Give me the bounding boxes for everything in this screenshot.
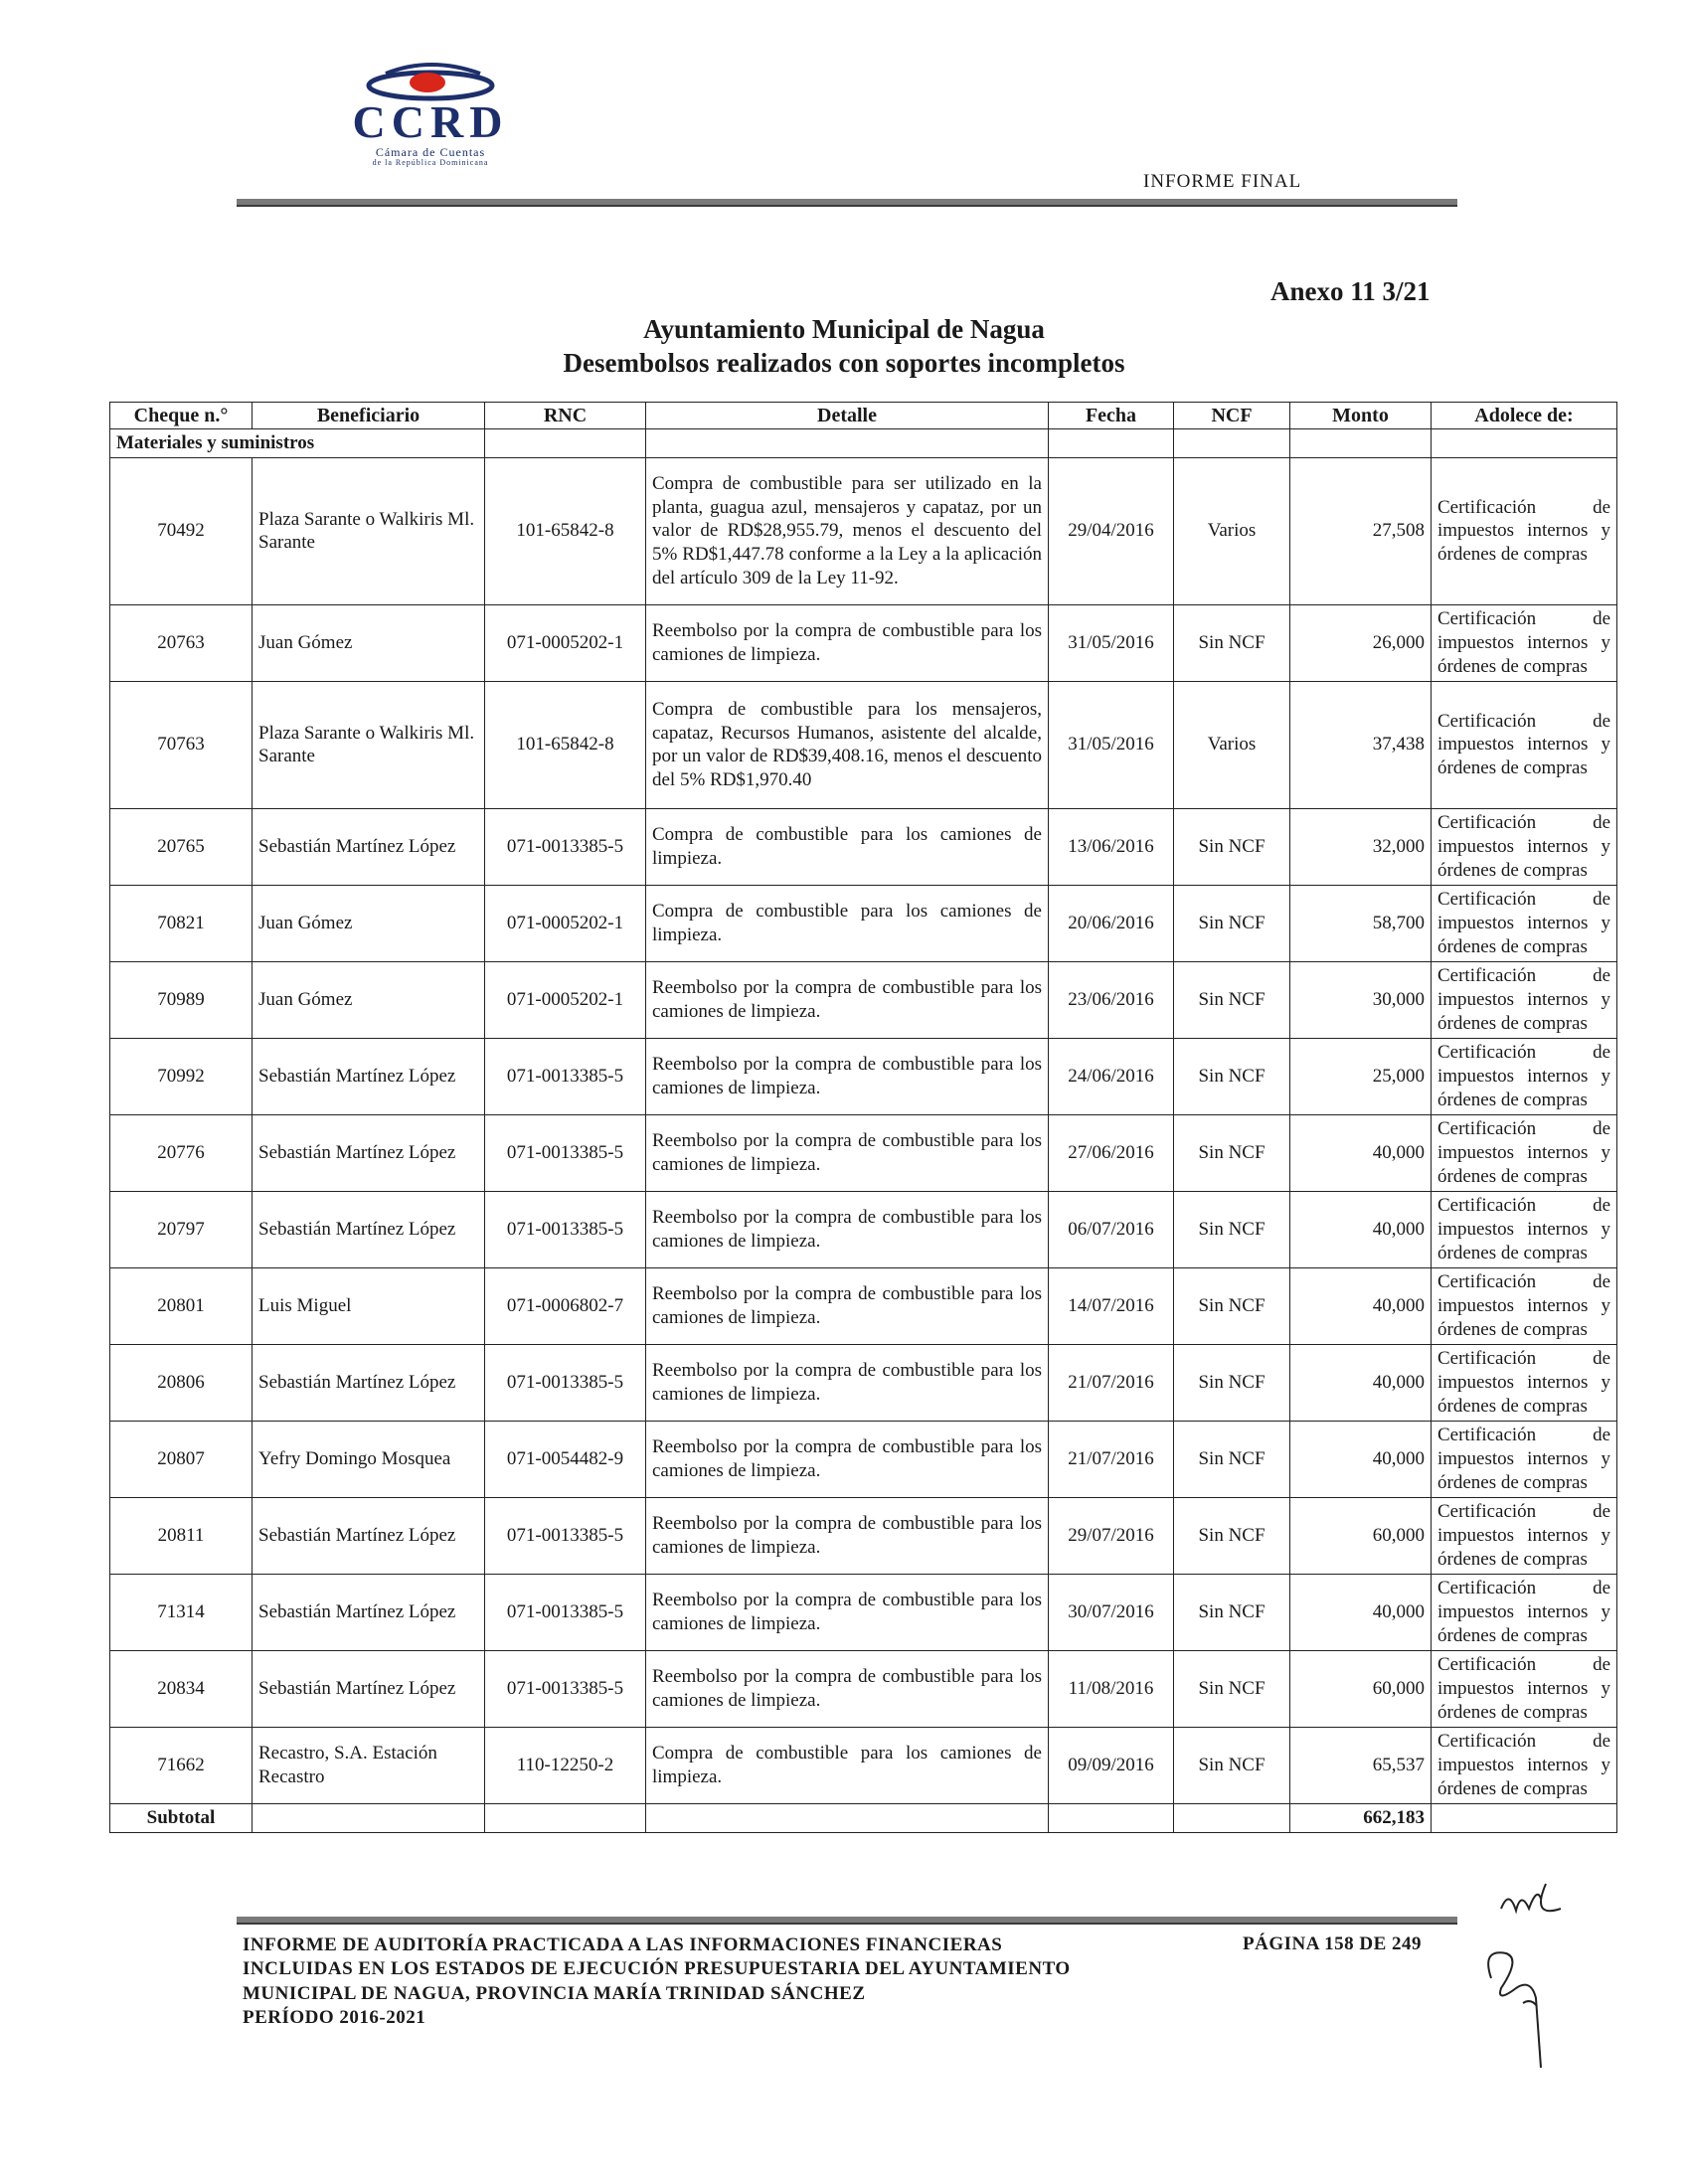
detail-cell: Reembolso por la compra de combustible para los camiones de limpieza. <box>646 1497 1049 1574</box>
annex-label: Anexo 11 3/21 <box>1270 276 1431 306</box>
date-cell: 11/08/2016 <box>1049 1650 1174 1727</box>
detail-cell: Reembolso por la compra de combustible para los camiones de limpieza. <box>646 1038 1049 1114</box>
column-header: NCF <box>1174 403 1290 429</box>
rnc-cell: 071-0013385-5 <box>485 1344 646 1421</box>
footer-text <box>243 1933 1071 2030</box>
rnc-cell: 071-0005202-1 <box>485 885 646 961</box>
table-row <box>110 1267 1617 1344</box>
beneficiary-cell: Juan Gómez <box>253 961 485 1038</box>
table-row <box>110 604 1617 681</box>
footer-line: PERÍODO 2016-2021 <box>243 2006 426 2028</box>
disbursements-table <box>109 402 1617 1833</box>
detail-cell: Reembolso por la compra de combustible para los camiones de limpieza. <box>646 1267 1049 1344</box>
beneficiary-cell: Sebastián Martínez López <box>253 1574 485 1650</box>
date-cell: 21/07/2016 <box>1049 1344 1174 1421</box>
amount-cell: 37,438 <box>1290 681 1432 808</box>
column-header: Beneficiario <box>253 403 485 429</box>
ncf-cell: Sin NCF <box>1174 1727 1290 1803</box>
amount-cell: 60,000 <box>1290 1497 1432 1574</box>
date-cell: 29/07/2016 <box>1049 1497 1174 1574</box>
lacks-cell: Certificación de impuestos internos y órdenes de compras <box>1432 1497 1617 1574</box>
lacks-cell: Certificación de impuestos internos y órdenes de compras <box>1432 1267 1617 1344</box>
column-header: RNC <box>485 403 646 429</box>
beneficiary-cell: Sebastián Martínez López <box>253 808 485 885</box>
empty-cell <box>253 1803 485 1832</box>
detail-cell: Reembolso por la compra de combustible para los camiones de limpieza. <box>646 1114 1049 1191</box>
amount-cell: 27,508 <box>1290 457 1432 604</box>
cheque-cell: 20776 <box>110 1114 253 1191</box>
rnc-cell: 071-0013385-5 <box>485 1191 646 1267</box>
detail-cell: Reembolso por la compra de combustible para los camiones de limpieza. <box>646 1421 1049 1497</box>
amount-cell: 32,000 <box>1290 808 1432 885</box>
empty-cell <box>646 1803 1049 1832</box>
ncf-cell: Sin NCF <box>1174 1650 1290 1727</box>
rnc-cell: 071-0005202-1 <box>485 604 646 681</box>
rnc-cell: 110-12250-2 <box>485 1727 646 1803</box>
detail-cell: Reembolso por la compra de combustible para los camiones de limpieza. <box>646 1574 1049 1650</box>
table-row <box>110 1727 1617 1803</box>
ncf-cell: Sin NCF <box>1174 1191 1290 1267</box>
date-cell: 14/07/2016 <box>1049 1267 1174 1344</box>
ncf-cell: Sin NCF <box>1174 961 1290 1038</box>
beneficiary-cell: Yefry Domingo Mosquea <box>253 1421 485 1497</box>
table-row <box>110 1038 1617 1114</box>
amount-cell: 40,000 <box>1290 1421 1432 1497</box>
cheque-cell: 20763 <box>110 604 253 681</box>
cheque-cell: 71662 <box>110 1727 253 1803</box>
rnc-cell: 071-0013385-5 <box>485 1114 646 1191</box>
beneficiary-cell: Sebastián Martínez López <box>253 1344 485 1421</box>
subtotal-value: 662,183 <box>1290 1803 1432 1832</box>
detail-cell: Compra de combustible para ser utilizado en la planta, guagua azul, mensajeros y capataz, por un valor de RD$28,955.79, menos el descuento del 5% RD$1,447.78 conforme a la Ley a la aplicación del artículo 309 de la Ley 11-92. <box>646 457 1049 604</box>
date-cell: 23/06/2016 <box>1049 961 1174 1038</box>
ncf-cell: Varios <box>1174 457 1290 604</box>
cheque-cell: 70992 <box>110 1038 253 1114</box>
detail-cell: Reembolso por la compra de combustible para los camiones de limpieza. <box>646 1344 1049 1421</box>
column-header: Fecha <box>1049 403 1174 429</box>
table-row <box>110 1191 1617 1267</box>
ncf-cell: Varios <box>1174 681 1290 808</box>
table-row <box>110 1344 1617 1421</box>
detail-cell: Reembolso por la compra de combustible para los camiones de limpieza. <box>646 961 1049 1038</box>
ccrd-logo <box>316 58 545 167</box>
cheque-cell: 20811 <box>110 1497 253 1574</box>
cheque-cell: 20765 <box>110 808 253 885</box>
date-cell: 31/05/2016 <box>1049 681 1174 808</box>
date-cell: 24/06/2016 <box>1049 1038 1174 1114</box>
page-subtitle: Desembolsos realizados con soportes incompletos <box>563 348 1125 378</box>
table-header-row <box>110 403 1617 429</box>
lacks-cell: Certificación de impuestos internos y órdenes de compras <box>1432 457 1617 604</box>
detail-cell: Reembolso por la compra de combustible para los camiones de limpieza. <box>646 1650 1049 1727</box>
empty-cell <box>485 1803 646 1832</box>
lacks-cell: Certificación de impuestos internos y órdenes de compras <box>1432 808 1617 885</box>
amount-cell: 25,000 <box>1290 1038 1432 1114</box>
ncf-cell: Sin NCF <box>1174 1267 1290 1344</box>
ncf-cell: Sin NCF <box>1174 1574 1290 1650</box>
ncf-cell: Sin NCF <box>1174 1497 1290 1574</box>
logo-acronym: CCRD <box>352 96 509 147</box>
cheque-cell: 20797 <box>110 1191 253 1267</box>
rnc-cell: 071-0054482-9 <box>485 1421 646 1497</box>
rnc-cell: 071-0013385-5 <box>485 1650 646 1727</box>
rnc-cell: 101-65842-8 <box>485 457 646 604</box>
beneficiary-cell: Juan Gómez <box>253 604 485 681</box>
date-cell: 30/07/2016 <box>1049 1574 1174 1650</box>
lacks-cell: Certificación de impuestos internos y órdenes de compras <box>1432 604 1617 681</box>
detail-cell: Compra de combustible para los camiones de limpieza. <box>646 808 1049 885</box>
report-label: INFORME FINAL <box>1143 171 1302 192</box>
date-cell: 21/07/2016 <box>1049 1421 1174 1497</box>
amount-cell: 40,000 <box>1290 1344 1432 1421</box>
cheque-cell: 70989 <box>110 961 253 1038</box>
table-row <box>110 681 1617 808</box>
column-header: Adolece de: <box>1432 403 1617 429</box>
table-row <box>110 1574 1617 1650</box>
ncf-cell: Sin NCF <box>1174 1038 1290 1114</box>
section-row <box>110 429 1617 458</box>
column-header: Detalle <box>646 403 1049 429</box>
amount-cell: 65,537 <box>1290 1727 1432 1803</box>
amount-cell: 60,000 <box>1290 1650 1432 1727</box>
detail-cell: Reembolso por la compra de combustible para los camiones de limpieza. <box>646 1191 1049 1267</box>
ncf-cell: Sin NCF <box>1174 1421 1290 1497</box>
cheque-cell: 20806 <box>110 1344 253 1421</box>
cheque-cell: 71314 <box>110 1574 253 1650</box>
date-cell: 09/09/2016 <box>1049 1727 1174 1803</box>
date-cell: 13/06/2016 <box>1049 808 1174 885</box>
section-label: Materiales y suministros <box>110 429 485 458</box>
logo-line1: Cámara de Cuentas <box>375 145 486 159</box>
date-cell: 20/06/2016 <box>1049 885 1174 961</box>
subtotal-row <box>110 1803 1617 1832</box>
column-header: Monto <box>1290 403 1432 429</box>
table-row <box>110 1650 1617 1727</box>
amount-cell: 40,000 <box>1290 1574 1432 1650</box>
rnc-cell: 071-0013385-5 <box>485 808 646 885</box>
beneficiary-cell: Juan Gómez <box>253 885 485 961</box>
date-cell: 06/07/2016 <box>1049 1191 1174 1267</box>
rnc-cell: 071-0006802-7 <box>485 1267 646 1344</box>
footer-line: INFORME DE AUDITORÍA PRACTICADA A LAS INFORMACIONES FINANCIERAS <box>243 1934 1003 1955</box>
beneficiary-cell: Recastro, S.A. Estación Recastro <box>253 1727 485 1803</box>
rnc-cell: 071-0013385-5 <box>485 1574 646 1650</box>
cheque-cell: 20834 <box>110 1650 253 1727</box>
beneficiary-cell: Sebastián Martínez López <box>253 1038 485 1114</box>
lacks-cell: Certificación de impuestos internos y órdenes de compras <box>1432 1421 1617 1497</box>
amount-cell: 40,000 <box>1290 1267 1432 1344</box>
cheque-cell: 20807 <box>110 1421 253 1497</box>
lacks-cell: Certificación de impuestos internos y órdenes de compras <box>1432 1574 1617 1650</box>
detail-cell: Compra de combustible para los camiones de limpieza. <box>646 885 1049 961</box>
beneficiary-cell: Plaza Sarante o Walkiris Ml. Sarante <box>253 457 485 604</box>
cheque-cell: 20801 <box>110 1267 253 1344</box>
table-row <box>110 1497 1617 1574</box>
lacks-cell: Certificación de impuestos internos y órdenes de compras <box>1432 681 1617 808</box>
column-header: Cheque n.° <box>110 403 253 429</box>
page-title: Ayuntamiento Municipal de Nagua <box>643 314 1045 344</box>
ncf-cell: Sin NCF <box>1174 808 1290 885</box>
ncf-cell: Sin NCF <box>1174 1114 1290 1191</box>
signature-icon <box>1461 1879 1610 2078</box>
header-divider <box>237 199 1457 207</box>
empty-cell <box>1049 1803 1174 1832</box>
detail-cell: Compra de combustible para los mensajeros, capataz, Recursos Humanos, asistente del alcalde, por un valor de RD$39,408.16, menos el descuento del 5% RD$1,970.40 <box>646 681 1049 808</box>
subtotal-label: Subtotal <box>110 1803 253 1832</box>
beneficiary-cell: Sebastián Martínez López <box>253 1191 485 1267</box>
cheque-cell: 70763 <box>110 681 253 808</box>
amount-cell: 40,000 <box>1290 1191 1432 1267</box>
amount-cell: 30,000 <box>1290 961 1432 1038</box>
beneficiary-cell: Sebastián Martínez López <box>253 1497 485 1574</box>
table-row <box>110 961 1617 1038</box>
lacks-cell: Certificación de impuestos internos y órdenes de compras <box>1432 1727 1617 1803</box>
lacks-cell: Certificación de impuestos internos y órdenes de compras <box>1432 1650 1617 1727</box>
ncf-cell: Sin NCF <box>1174 885 1290 961</box>
empty-cell <box>1432 1803 1617 1832</box>
table-row <box>110 808 1617 885</box>
beneficiary-cell: Plaza Sarante o Walkiris Ml. Sarante <box>253 681 485 808</box>
footer-line: INCLUIDAS EN LOS ESTADOS DE EJECUCIÓN PRESUPUESTARIA DEL AYUNTAMIENTO <box>243 1958 1071 1980</box>
lacks-cell: Certificación de impuestos internos y órdenes de compras <box>1432 961 1617 1038</box>
rnc-cell: 071-0005202-1 <box>485 961 646 1038</box>
footer-divider <box>237 1917 1457 1925</box>
ncf-cell: Sin NCF <box>1174 604 1290 681</box>
cheque-cell: 70821 <box>110 885 253 961</box>
logo-line2: de la República Dominicana <box>372 158 489 167</box>
table-row <box>110 1421 1617 1497</box>
date-cell: 27/06/2016 <box>1049 1114 1174 1191</box>
lacks-cell: Certificación de impuestos internos y órdenes de compras <box>1432 1038 1617 1114</box>
date-cell: 29/04/2016 <box>1049 457 1174 604</box>
amount-cell: 40,000 <box>1290 1114 1432 1191</box>
lacks-cell: Certificación de impuestos internos y órdenes de compras <box>1432 1344 1617 1421</box>
beneficiary-cell: Sebastián Martínez López <box>253 1114 485 1191</box>
footer-line: MUNICIPAL DE NAGUA, PROVINCIA MARÍA TRINIDAD SÁNCHEZ <box>243 1982 866 2004</box>
beneficiary-cell: Luis Miguel <box>253 1267 485 1344</box>
lacks-cell: Certificación de impuestos internos y órdenes de compras <box>1432 885 1617 961</box>
rnc-cell: 101-65842-8 <box>485 681 646 808</box>
detail-cell: Reembolso por la compra de combustible para los camiones de limpieza. <box>646 604 1049 681</box>
amount-cell: 58,700 <box>1290 885 1432 961</box>
table-row <box>110 885 1617 961</box>
date-cell: 31/05/2016 <box>1049 604 1174 681</box>
beneficiary-cell: Sebastián Martínez López <box>253 1650 485 1727</box>
detail-cell: Compra de combustible para los camiones de limpieza. <box>646 1727 1049 1803</box>
page-number: PÁGINA 158 DE 249 <box>1243 1933 1423 1954</box>
amount-cell: 26,000 <box>1290 604 1432 681</box>
ncf-cell: Sin NCF <box>1174 1344 1290 1421</box>
lacks-cell: Certificación de impuestos internos y órdenes de compras <box>1432 1114 1617 1191</box>
empty-cell <box>1174 1803 1290 1832</box>
table-row <box>110 457 1617 604</box>
rnc-cell: 071-0013385-5 <box>485 1038 646 1114</box>
table-row <box>110 1114 1617 1191</box>
cheque-cell: 70492 <box>110 457 253 604</box>
lacks-cell: Certificación de impuestos internos y órdenes de compras <box>1432 1191 1617 1267</box>
rnc-cell: 071-0013385-5 <box>485 1497 646 1574</box>
